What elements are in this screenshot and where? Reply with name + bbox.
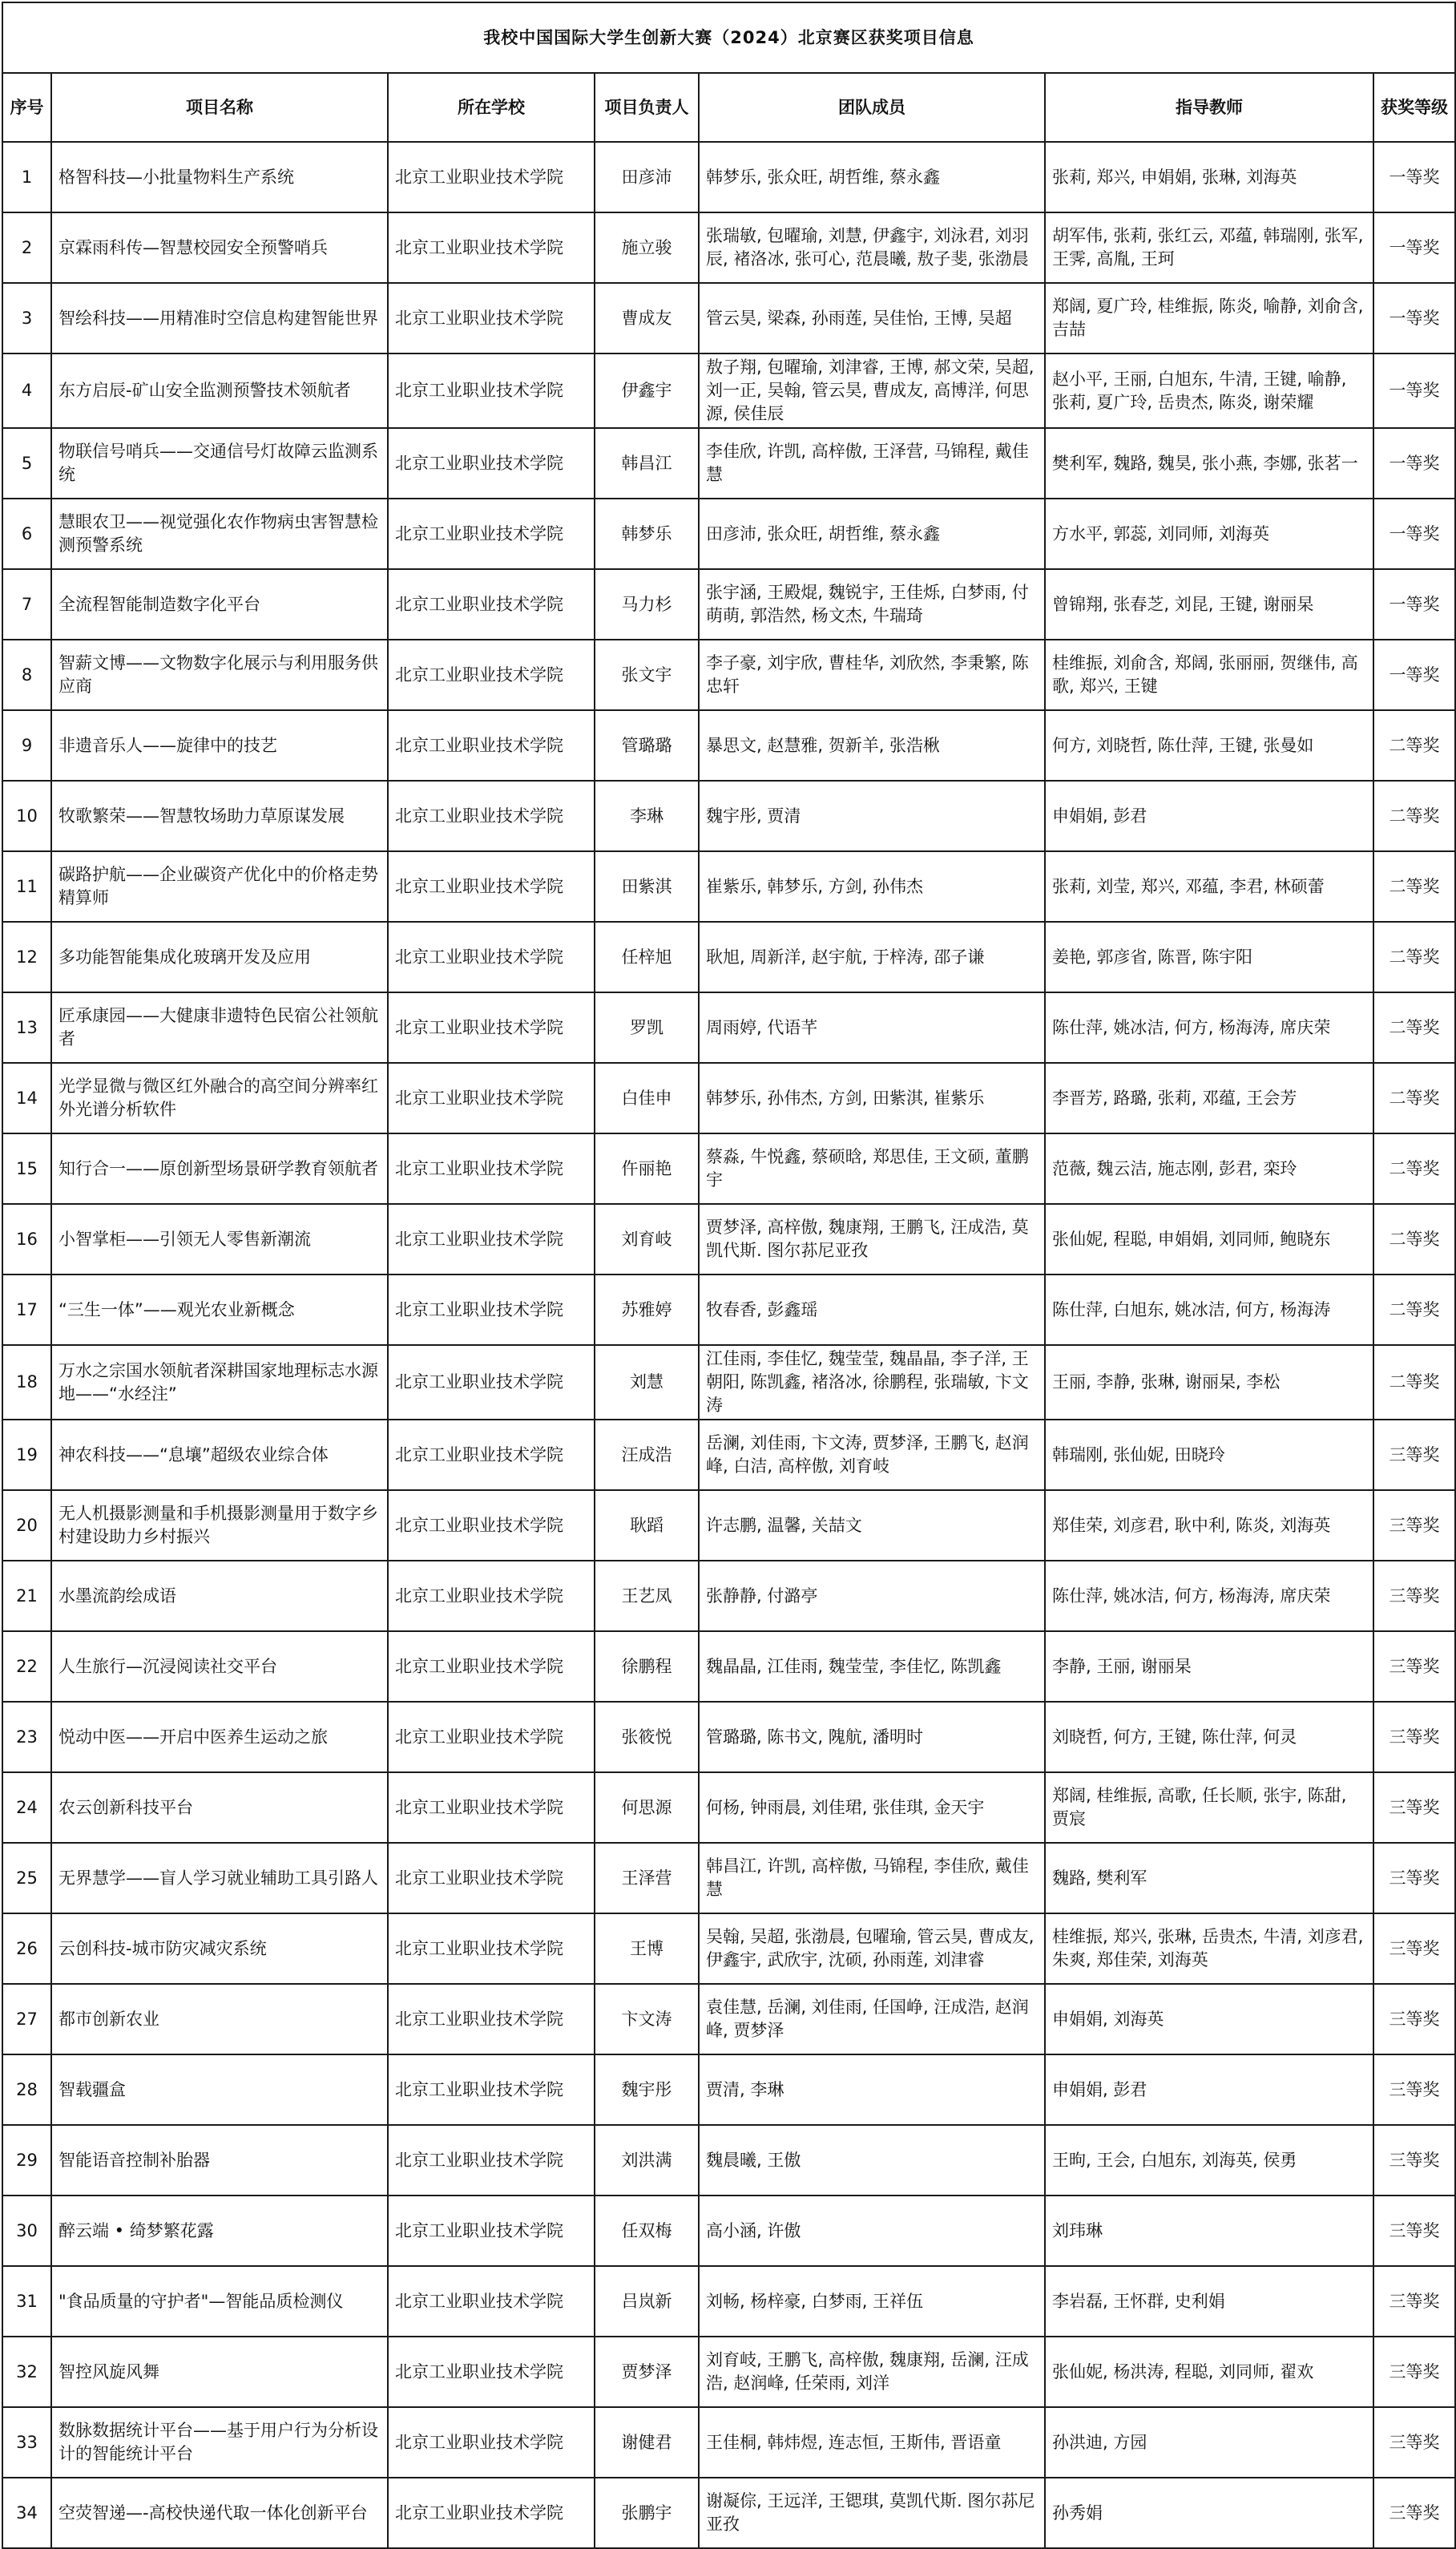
col-index-cell: 5 [2, 428, 51, 499]
col-school-cell: 北京工业职业技术学院 [388, 922, 595, 992]
col-award-cell: 三等奖 [1373, 1420, 1455, 1490]
col-award-cell: 一等奖 [1373, 283, 1455, 353]
col-advisors-cell: 刘晓哲, 何方, 王键, 陈仕萍, 何灵 [1045, 1702, 1373, 1772]
col-project-name-cell: 光学显微与微区红外融合的高空间分辨率红外光谱分析软件 [51, 1063, 388, 1133]
col-index-cell: 31 [2, 2266, 51, 2337]
col-project-name-cell: 京霖雨科传—智慧校园安全预警哨兵 [51, 212, 388, 283]
col-advisors-cell: 魏路, 樊利军 [1045, 1843, 1373, 1913]
table-title: 我校中国国际大学生创新大赛（2024）北京赛区获奖项目信息 [2, 2, 1455, 73]
col-members-cell: 张宇涵, 王殿焜, 魏锐宇, 王佳烁, 白梦雨, 付萌萌, 郭浩然, 杨文杰, 牛瑞琦 [699, 569, 1045, 640]
col-advisors-cell: 孙秀娟 [1045, 2478, 1373, 2548]
col-leader-cell: 刘洪满 [595, 2125, 699, 2196]
col-advisors-cell: 郑阔, 夏广玲, 桂维振, 陈炎, 喻静, 刘俞含, 吉喆 [1045, 283, 1373, 353]
col-leader-cell: 谢健君 [595, 2407, 699, 2478]
table-row [2, 851, 1455, 922]
col-leader-cell: 王泽营 [595, 1843, 699, 1913]
col-project-name-cell: 格智科技—小批量物料生产系统 [51, 142, 388, 212]
col-leader-cell: 贾梦泽 [595, 2337, 699, 2407]
col-project-name-cell: 数脉数据统计平台——基于用户行为分析设计的智能统计平台 [51, 2407, 388, 2478]
col-index-cell: 13 [2, 992, 51, 1063]
col-index-cell: 22 [2, 1631, 51, 1702]
col-award-cell: 三等奖 [1373, 2054, 1455, 2125]
col-advisors-cell: 张莉, 郑兴, 申娟娟, 张琳, 刘海英 [1045, 142, 1373, 212]
col-members-cell: 李佳欣, 许凯, 高梓傲, 王泽营, 马锦程, 戴佳慧 [699, 428, 1045, 499]
col-award-cell: 三等奖 [1373, 1913, 1455, 1984]
col-index-cell: 20 [2, 1490, 51, 1561]
col-award-cell: 三等奖 [1373, 2125, 1455, 2196]
col-school-cell: 北京工业职业技术学院 [388, 1345, 595, 1420]
col-index-cell: 15 [2, 1133, 51, 1204]
col-leader-cell: 汪成浩 [595, 1420, 699, 1490]
col-members-cell: 韩梦乐, 孙伟杰, 方剑, 田紫淇, 崔紫乐 [699, 1063, 1045, 1133]
col-project-name-cell: 无界慧学——盲人学习就业辅助工具引路人 [51, 1843, 388, 1913]
col-project-name-cell: 物联信号哨兵——交通信号灯故障云监测系统 [51, 428, 388, 499]
col-project-name-cell: 智控风旋风舞 [51, 2337, 388, 2407]
col-index-cell: 24 [2, 1772, 51, 1843]
col-members-cell: 许志鹏, 温馨, 关喆文 [699, 1490, 1045, 1561]
col-index-cell: 25 [2, 1843, 51, 1913]
header-col-school: 所在学校 [388, 73, 595, 142]
col-members-cell: 韩梦乐, 张众旺, 胡哲维, 蔡永鑫 [699, 142, 1045, 212]
col-leader-cell: 张文宇 [595, 640, 699, 710]
col-index-cell: 16 [2, 1204, 51, 1274]
col-members-cell: 何杨, 钟雨晨, 刘佳珺, 张佳琪, 金天宇 [699, 1772, 1045, 1843]
col-advisors-cell: 刘玮琳 [1045, 2196, 1373, 2266]
col-members-cell: 张瑞敏, 包曜瑜, 刘慧, 伊鑫宇, 刘泳君, 刘羽辰, 褚洛冰, 张可心, 范晨曦, 敖子斐, 张渤晨 [699, 212, 1045, 283]
table-row [2, 1561, 1455, 1631]
col-award-cell: 二等奖 [1373, 1274, 1455, 1345]
col-project-name-cell: 非遗音乐人——旋律中的技艺 [51, 710, 388, 781]
col-project-name-cell: 匠承康园——大健康非遗特色民宿公社领航者 [51, 992, 388, 1063]
col-project-name-cell: 智载疆盒 [51, 2054, 388, 2125]
header-col-project-name: 项目名称 [51, 73, 388, 142]
table-row [2, 1420, 1455, 1490]
col-school-cell: 北京工业职业技术学院 [388, 2196, 595, 2266]
col-award-cell: 二等奖 [1373, 781, 1455, 851]
table-row [2, 1345, 1455, 1420]
col-project-name-cell: 悦动中医——开启中医养生运动之旅 [51, 1702, 388, 1772]
col-school-cell: 北京工业职业技术学院 [388, 710, 595, 781]
col-index-cell: 29 [2, 2125, 51, 2196]
col-leader-cell: 伊鑫宇 [595, 353, 699, 428]
col-advisors-cell: 张莉, 刘莹, 郑兴, 邓蕴, 李君, 林硕蕾 [1045, 851, 1373, 922]
table-row [2, 1913, 1455, 1984]
col-index-cell: 23 [2, 1702, 51, 1772]
col-leader-cell: 仵丽艳 [595, 1133, 699, 1204]
col-leader-cell: 刘育岐 [595, 1204, 699, 1274]
col-project-name-cell: 知行合一——原创新型场景研学教育领航者 [51, 1133, 388, 1204]
col-members-cell: 周雨婷, 代语芊 [699, 992, 1045, 1063]
col-members-cell: 魏晨曦, 王傲 [699, 2125, 1045, 2196]
col-index-cell: 18 [2, 1345, 51, 1420]
col-project-name-cell: 全流程智能制造数字化平台 [51, 569, 388, 640]
col-index-cell: 10 [2, 781, 51, 851]
col-leader-cell: 施立骏 [595, 212, 699, 283]
col-award-cell: 二等奖 [1373, 710, 1455, 781]
col-index-cell: 28 [2, 2054, 51, 2125]
table-row [2, 1204, 1455, 1274]
col-members-cell: 江佳雨, 李佳忆, 魏莹莹, 魏晶晶, 李子洋, 王朝阳, 陈凯鑫, 褚洛冰, 徐鹏程, 张瑞敏, 卞文涛 [699, 1345, 1045, 1420]
col-members-cell: 魏晶晶, 江佳雨, 魏莹莹, 李佳忆, 陈凯鑫 [699, 1631, 1045, 1702]
col-members-cell: 贾梦泽, 高梓傲, 魏康翔, 王鹏飞, 汪成浩, 莫凯代斯. 图尔荪尼亚孜 [699, 1204, 1045, 1274]
col-school-cell: 北京工业职业技术学院 [388, 1420, 595, 1490]
table-row [2, 2266, 1455, 2337]
col-advisors-cell: 郑阔, 桂维振, 高歌, 任长顺, 张宇, 陈甜, 贾宸 [1045, 1772, 1373, 1843]
col-leader-cell: 王博 [595, 1913, 699, 1984]
col-index-cell: 1 [2, 142, 51, 212]
col-award-cell: 三等奖 [1373, 1772, 1455, 1843]
table-row [2, 1063, 1455, 1133]
col-project-name-cell: 人生旅行—沉浸阅读社交平台 [51, 1631, 388, 1702]
col-project-name-cell: 农云创新科技平台 [51, 1772, 388, 1843]
col-school-cell: 北京工业职业技术学院 [388, 212, 595, 283]
col-members-cell: 敖子翔, 包曜瑜, 刘津睿, 王博, 郝文荣, 吴超, 刘一正, 吴翰, 管云昊, 曹成友, 高博洋, 何思源, 侯佳辰 [699, 353, 1045, 428]
col-leader-cell: 李琳 [595, 781, 699, 851]
col-school-cell: 北京工业职业技术学院 [388, 2266, 595, 2337]
col-school-cell: 北京工业职业技术学院 [388, 2054, 595, 2125]
table-body [2, 142, 1455, 2548]
col-advisors-cell: 方水平, 郭蕊, 刘同师, 刘海英 [1045, 499, 1373, 569]
table-row [2, 212, 1455, 283]
col-school-cell: 北京工业职业技术学院 [388, 851, 595, 922]
col-index-cell: 11 [2, 851, 51, 922]
col-school-cell: 北京工业职业技术学院 [388, 1204, 595, 1274]
col-members-cell: 崔紫乐, 韩梦乐, 方剑, 孙伟杰 [699, 851, 1045, 922]
col-school-cell: 北京工业职业技术学院 [388, 2478, 595, 2548]
col-members-cell: 王佳桐, 韩炜煜, 连志恒, 王斯伟, 晋语童 [699, 2407, 1045, 2478]
col-leader-cell: 韩梦乐 [595, 499, 699, 569]
col-advisors-cell: 韩瑞刚, 张仙妮, 田晓玲 [1045, 1420, 1373, 1490]
table-row [2, 142, 1455, 212]
col-award-cell: 二等奖 [1373, 851, 1455, 922]
table-row [2, 569, 1455, 640]
col-leader-cell: 田彦沛 [595, 142, 699, 212]
table-row [2, 1274, 1455, 1345]
col-advisors-cell: 张仙妮, 杨洪涛, 程聪, 刘同师, 翟欢 [1045, 2337, 1373, 2407]
col-index-cell: 17 [2, 1274, 51, 1345]
col-advisors-cell: 陈仕萍, 姚冰洁, 何方, 杨海涛, 席庆荣 [1045, 992, 1373, 1063]
col-school-cell: 北京工业职业技术学院 [388, 2125, 595, 2196]
col-index-cell: 4 [2, 353, 51, 428]
col-members-cell: 袁佳慧, 岳澜, 刘佳雨, 任国峥, 汪成浩, 赵润峰, 贾梦泽 [699, 1984, 1045, 2054]
col-project-name-cell: 都市创新农业 [51, 1984, 388, 2054]
col-leader-cell: 张鹏宇 [595, 2478, 699, 2548]
col-project-name-cell: 智绘科技——用精准时空信息构建智能世界 [51, 283, 388, 353]
col-project-name-cell: 慧眼农卫——视觉强化农作物病虫害智慧检测预警系统 [51, 499, 388, 569]
col-school-cell: 北京工业职业技术学院 [388, 640, 595, 710]
col-award-cell: 二等奖 [1373, 1063, 1455, 1133]
awards-table [2, 2, 1456, 2549]
table-row [2, 2196, 1455, 2266]
col-advisors-cell: 王丽, 李静, 张琳, 谢丽杲, 李松 [1045, 1345, 1373, 1420]
col-leader-cell: 白佳申 [595, 1063, 699, 1133]
col-leader-cell: 任双梅 [595, 2196, 699, 2266]
table-row [2, 2054, 1455, 2125]
col-index-cell: 27 [2, 1984, 51, 2054]
col-members-cell: 田彦沛, 张众旺, 胡哲维, 蔡永鑫 [699, 499, 1045, 569]
col-school-cell: 北京工业职业技术学院 [388, 1984, 595, 2054]
col-school-cell: 北京工业职业技术学院 [388, 1702, 595, 1772]
col-members-cell: 高小涵, 许傲 [699, 2196, 1045, 2266]
col-members-cell: 魏宇彤, 贾清 [699, 781, 1045, 851]
col-award-cell: 三等奖 [1373, 2196, 1455, 2266]
col-advisors-cell: 赵小平, 王丽, 白旭东, 牛清, 王键, 喻静, 张莉, 夏广玲, 岳贵杰, 陈炎, 谢荣耀 [1045, 353, 1373, 428]
col-advisors-cell: 申娟娟, 彭君 [1045, 781, 1373, 851]
col-award-cell: 二等奖 [1373, 1345, 1455, 1420]
col-leader-cell: 王艺凤 [595, 1561, 699, 1631]
table-row [2, 353, 1455, 428]
col-school-cell: 北京工业职业技术学院 [388, 1133, 595, 1204]
col-project-name-cell: 无人机摄影测量和手机摄影测量用于数字乡村建设助力乡村振兴 [51, 1490, 388, 1561]
col-award-cell: 三等奖 [1373, 1984, 1455, 2054]
table-row [2, 428, 1455, 499]
col-award-cell: 三等奖 [1373, 1561, 1455, 1631]
col-school-cell: 北京工业职业技术学院 [388, 1913, 595, 1984]
col-advisors-cell: 樊利军, 魏路, 魏昊, 张小燕, 李娜, 张茗一 [1045, 428, 1373, 499]
col-index-cell: 34 [2, 2478, 51, 2548]
col-advisors-cell: 曾锦翔, 张春芝, 刘昆, 王键, 谢丽杲 [1045, 569, 1373, 640]
col-members-cell: 李子豪, 刘宇欣, 曹桂华, 刘欣然, 李秉繁, 陈忠轩 [699, 640, 1045, 710]
table-row [2, 1843, 1455, 1913]
col-leader-cell: 马力杉 [595, 569, 699, 640]
table-row [2, 1984, 1455, 2054]
col-advisors-cell: 范薇, 魏云洁, 施志刚, 彭君, 栾玲 [1045, 1133, 1373, 1204]
col-award-cell: 一等奖 [1373, 353, 1455, 428]
col-index-cell: 32 [2, 2337, 51, 2407]
col-award-cell: 一等奖 [1373, 428, 1455, 499]
col-index-cell: 2 [2, 212, 51, 283]
table-row [2, 710, 1455, 781]
col-leader-cell: 张筱悦 [595, 1702, 699, 1772]
col-index-cell: 3 [2, 283, 51, 353]
col-advisors-cell: 陈仕萍, 姚冰洁, 何方, 杨海涛, 席庆荣 [1045, 1561, 1373, 1631]
col-members-cell: 刘畅, 杨梓豪, 白梦雨, 王祥伍 [699, 2266, 1045, 2337]
header-col-leader: 项目负责人 [595, 73, 699, 142]
col-leader-cell: 曹成友 [595, 283, 699, 353]
col-advisors-cell: 桂维振, 郑兴, 张琳, 岳贵杰, 牛清, 刘彦君, 朱爽, 郑佳荣, 刘海英 [1045, 1913, 1373, 1984]
col-advisors-cell: 郑佳荣, 刘彦君, 耿中利, 陈炎, 刘海英 [1045, 1490, 1373, 1561]
table-row [2, 781, 1455, 851]
table-row [2, 499, 1455, 569]
col-school-cell: 北京工业职业技术学院 [388, 428, 595, 499]
header-col-award: 获奖等级 [1373, 73, 1455, 142]
col-school-cell: 北京工业职业技术学院 [388, 2407, 595, 2478]
header-row [2, 73, 1455, 142]
col-award-cell: 二等奖 [1373, 1204, 1455, 1274]
col-award-cell: 三等奖 [1373, 1843, 1455, 1913]
col-school-cell: 北京工业职业技术学院 [388, 1490, 595, 1561]
col-leader-cell: 何思源 [595, 1772, 699, 1843]
col-members-cell: 张静静, 付潞亭 [699, 1561, 1045, 1631]
col-leader-cell: 卞文涛 [595, 1984, 699, 2054]
col-leader-cell: 韩昌江 [595, 428, 699, 499]
col-index-cell: 26 [2, 1913, 51, 1984]
col-project-name-cell: 小智掌柜——引领无人零售新潮流 [51, 1204, 388, 1274]
col-members-cell: 韩昌江, 许凯, 高梓傲, 马锦程, 李佳欣, 戴佳慧 [699, 1843, 1045, 1913]
table-row [2, 2337, 1455, 2407]
table-row [2, 992, 1455, 1063]
col-index-cell: 30 [2, 2196, 51, 2266]
col-award-cell: 一等奖 [1373, 569, 1455, 640]
col-members-cell: 牧春香, 彭鑫瑶 [699, 1274, 1045, 1345]
col-award-cell: 一等奖 [1373, 640, 1455, 710]
col-index-cell: 12 [2, 922, 51, 992]
col-leader-cell: 徐鹏程 [595, 1631, 699, 1702]
header-col-index: 序号 [2, 73, 51, 142]
col-award-cell: 一等奖 [1373, 212, 1455, 283]
col-award-cell: 三等奖 [1373, 1490, 1455, 1561]
col-project-name-cell: 神农科技——“息壤”超级农业综合体 [51, 1420, 388, 1490]
col-school-cell: 北京工业职业技术学院 [388, 2337, 595, 2407]
col-advisors-cell: 申娟娟, 彭君 [1045, 2054, 1373, 2125]
col-leader-cell: 管璐璐 [595, 710, 699, 781]
col-index-cell: 33 [2, 2407, 51, 2478]
col-index-cell: 9 [2, 710, 51, 781]
col-project-name-cell: 万水之宗国水领航者深耕国家地理标志水源地——“水经注” [51, 1345, 388, 1420]
col-advisors-cell: 申娟娟, 刘海英 [1045, 1984, 1373, 2054]
col-award-cell: 三等奖 [1373, 1631, 1455, 1702]
header-col-advisors: 指导教师 [1045, 73, 1373, 142]
col-project-name-cell: 智薪文博——文物数字化展示与利用服务供应商 [51, 640, 388, 710]
col-project-name-cell: 水墨流韵绘成语 [51, 1561, 388, 1631]
table-row [2, 2478, 1455, 2548]
table-row [2, 922, 1455, 992]
col-advisors-cell: 孙洪迪, 方园 [1045, 2407, 1373, 2478]
col-advisors-cell: 李静, 王丽, 谢丽杲 [1045, 1631, 1373, 1702]
col-project-name-cell: 醉云端 • 绮梦繁花露 [51, 2196, 388, 2266]
col-project-name-cell: “三生一体”——观光农业新概念 [51, 1274, 388, 1345]
col-members-cell: 谢凝倧, 王远洋, 王锶琪, 莫凯代斯. 图尔荪尼亚孜 [699, 2478, 1045, 2548]
col-advisors-cell: 桂维振, 刘俞含, 郑阔, 张丽丽, 贺继伟, 高歌, 郑兴, 王键 [1045, 640, 1373, 710]
col-project-name-cell: 东方启辰-矿山安全监测预警技术领航者 [51, 353, 388, 428]
col-project-name-cell: 牧歌繁荣——智慧牧场助力草原谋发展 [51, 781, 388, 851]
col-school-cell: 北京工业职业技术学院 [388, 142, 595, 212]
table-row [2, 1631, 1455, 1702]
col-award-cell: 三等奖 [1373, 2407, 1455, 2478]
col-project-name-cell: 碳路护航——企业碳资产优化中的价格走势精算师 [51, 851, 388, 922]
col-advisors-cell: 张仙妮, 程聪, 申娟娟, 刘同师, 鲍晓东 [1045, 1204, 1373, 1274]
col-members-cell: 耿旭, 周新洋, 赵宇航, 于梓涛, 邵子谦 [699, 922, 1045, 992]
table-row [2, 1490, 1455, 1561]
header-col-members: 团队成员 [699, 73, 1045, 142]
col-award-cell: 三等奖 [1373, 1702, 1455, 1772]
table-row [2, 1133, 1455, 1204]
col-index-cell: 7 [2, 569, 51, 640]
col-award-cell: 二等奖 [1373, 1133, 1455, 1204]
col-leader-cell: 罗凯 [595, 992, 699, 1063]
col-advisors-cell: 王昫, 王会, 白旭东, 刘海英, 侯勇 [1045, 2125, 1373, 2196]
col-leader-cell: 魏宇彤 [595, 2054, 699, 2125]
title-row [2, 2, 1455, 73]
table-row [2, 1702, 1455, 1772]
col-advisors-cell: 姜艳, 郭彦省, 陈晋, 陈宇阳 [1045, 922, 1373, 992]
col-school-cell: 北京工业职业技术学院 [388, 1561, 595, 1631]
col-members-cell: 贾清, 李琳 [699, 2054, 1045, 2125]
col-members-cell: 刘育岐, 王鹏飞, 高梓傲, 魏康翔, 岳澜, 汪成浩, 赵润峰, 任荣雨, 刘洋 [699, 2337, 1045, 2407]
col-school-cell: 北京工业职业技术学院 [388, 781, 595, 851]
col-members-cell: 管璐璐, 陈书文, 隗航, 潘明时 [699, 1702, 1045, 1772]
col-advisors-cell: 胡军伟, 张莉, 张红云, 邓蕴, 韩瑞刚, 张军, 王霁, 高胤, 王珂 [1045, 212, 1373, 283]
col-members-cell: 管云昊, 梁森, 孙雨莲, 吴佳怡, 王博, 吴超 [699, 283, 1045, 353]
col-advisors-cell: 李岩磊, 王怀群, 史利娟 [1045, 2266, 1373, 2337]
col-leader-cell: 吕岚新 [595, 2266, 699, 2337]
col-advisors-cell: 陈仕萍, 白旭东, 姚冰洁, 何方, 杨海涛 [1045, 1274, 1373, 1345]
col-project-name-cell: 智能语音控制补胎器 [51, 2125, 388, 2196]
col-school-cell: 北京工业职业技术学院 [388, 1631, 595, 1702]
col-school-cell: 北京工业职业技术学院 [388, 992, 595, 1063]
col-project-name-cell: 云创科技-城市防灾减灾系统 [51, 1913, 388, 1984]
col-award-cell: 一等奖 [1373, 499, 1455, 569]
col-award-cell: 三等奖 [1373, 2266, 1455, 2337]
col-school-cell: 北京工业职业技术学院 [388, 1772, 595, 1843]
col-school-cell: 北京工业职业技术学院 [388, 499, 595, 569]
col-index-cell: 19 [2, 1420, 51, 1490]
table-row [2, 1772, 1455, 1843]
col-members-cell: 蔡淼, 牛悦鑫, 蔡硕晗, 郑思佳, 王文硕, 董鹏宇 [699, 1133, 1045, 1204]
col-members-cell: 暴思文, 赵慧雅, 贺新羊, 张浩楸 [699, 710, 1045, 781]
col-school-cell: 北京工业职业技术学院 [388, 1274, 595, 1345]
table-row [2, 2125, 1455, 2196]
col-leader-cell: 田紫淇 [595, 851, 699, 922]
col-project-name-cell: "食品质量的守护者"—智能品质检测仪 [51, 2266, 388, 2337]
col-leader-cell: 任梓旭 [595, 922, 699, 992]
col-members-cell: 吴翰, 吴超, 张渤晨, 包曜瑜, 管云昊, 曹成友, 伊鑫宇, 武欣宇, 沈硕, 孙雨莲, 刘津睿 [699, 1913, 1045, 1984]
col-advisors-cell: 何方, 刘晓哲, 陈仕萍, 王键, 张曼如 [1045, 710, 1373, 781]
col-index-cell: 8 [2, 640, 51, 710]
col-index-cell: 6 [2, 499, 51, 569]
col-school-cell: 北京工业职业技术学院 [388, 569, 595, 640]
table-row [2, 283, 1455, 353]
col-leader-cell: 苏雅婷 [595, 1274, 699, 1345]
col-award-cell: 二等奖 [1373, 992, 1455, 1063]
col-index-cell: 14 [2, 1063, 51, 1133]
col-leader-cell: 耿蹈 [595, 1490, 699, 1561]
col-advisors-cell: 李晋芳, 路璐, 张莉, 邓蕴, 王会芳 [1045, 1063, 1373, 1133]
col-leader-cell: 刘慧 [595, 1345, 699, 1420]
col-school-cell: 北京工业职业技术学院 [388, 1063, 595, 1133]
col-index-cell: 21 [2, 1561, 51, 1631]
col-members-cell: 岳澜, 刘佳雨, 卞文涛, 贾梦泽, 王鹏飞, 赵润峰, 白洁, 高梓傲, 刘育岐 [699, 1420, 1045, 1490]
col-award-cell: 三等奖 [1373, 2478, 1455, 2548]
table-row [2, 2407, 1455, 2478]
col-award-cell: 二等奖 [1373, 922, 1455, 992]
col-school-cell: 北京工业职业技术学院 [388, 1843, 595, 1913]
col-project-name-cell: 多功能智能集成化玻璃开发及应用 [51, 922, 388, 992]
table-row [2, 640, 1455, 710]
col-award-cell: 一等奖 [1373, 142, 1455, 212]
col-project-name-cell: 空荧智递—-高校快递代取一体化创新平台 [51, 2478, 388, 2548]
col-award-cell: 三等奖 [1373, 2337, 1455, 2407]
col-school-cell: 北京工业职业技术学院 [388, 283, 595, 353]
col-school-cell: 北京工业职业技术学院 [388, 353, 595, 428]
